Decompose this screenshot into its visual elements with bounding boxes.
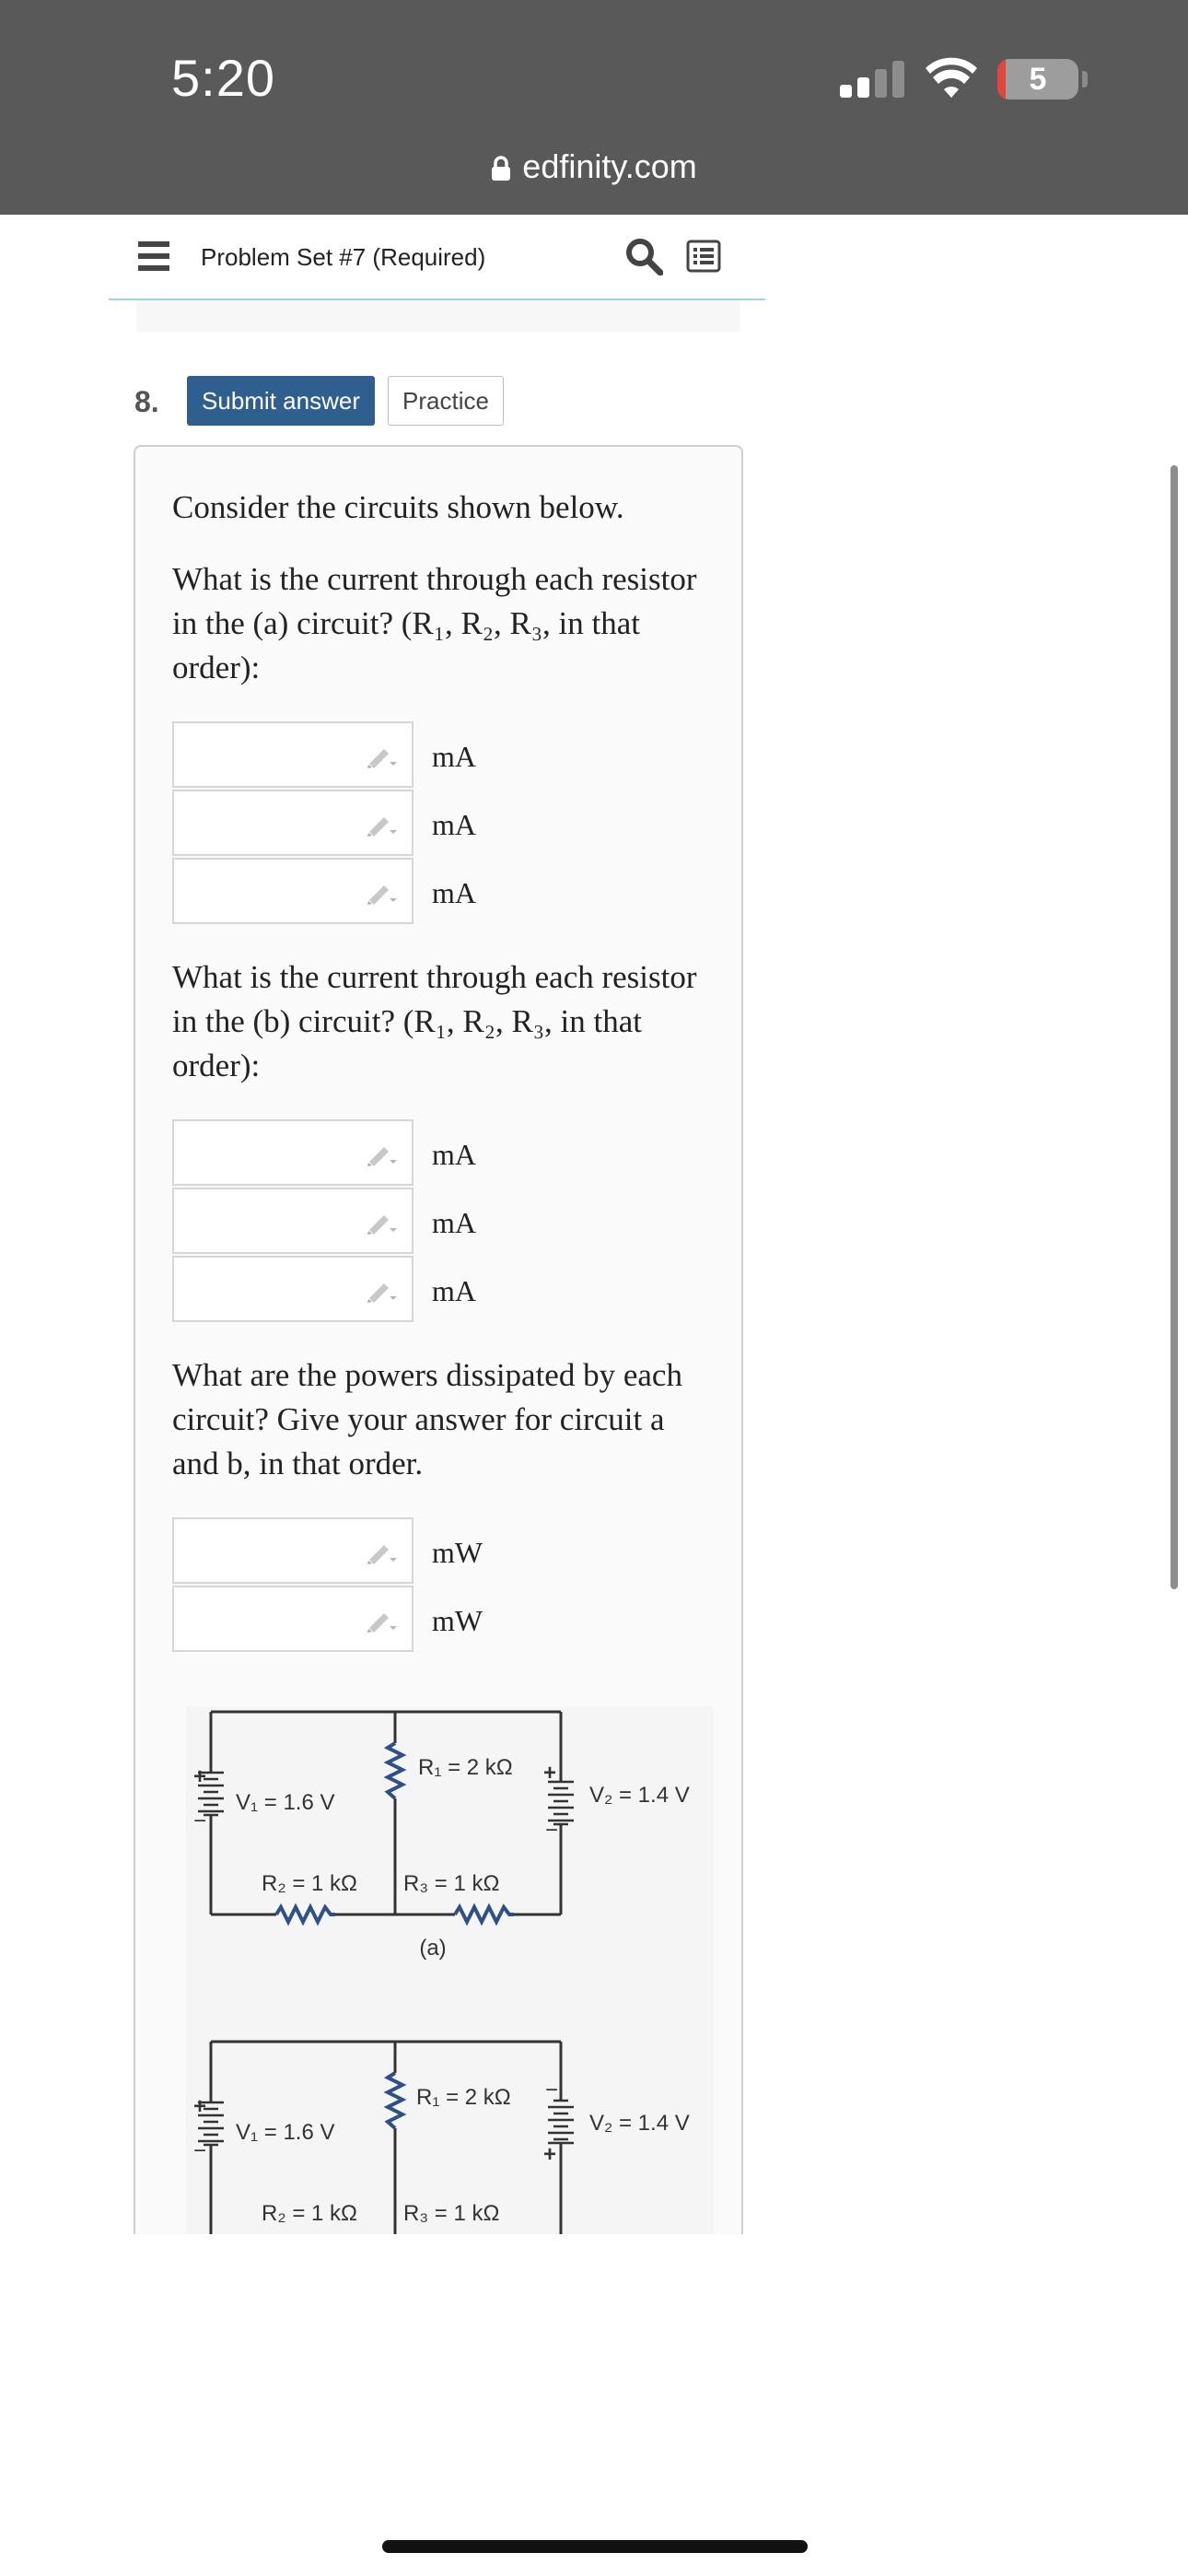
part-c-prompt: What are the powers dissipated by each circuit? Give your answer for circuit a and b, in that order. bbox=[172, 1357, 682, 1481]
battery-icon bbox=[997, 59, 1078, 100]
home-indicator[interactable] bbox=[382, 2540, 808, 2553]
search-icon[interactable] bbox=[624, 237, 663, 275]
part-a-prompt: What is the current through each resistor in the (a) circuit? (R₁, R₂, R₃, in that order): bbox=[172, 561, 697, 685]
v1-a-plus: + bbox=[193, 1764, 207, 1789]
r2-b-label: R₂ = 1 kΩ bbox=[262, 2201, 357, 2226]
v2-b-minus: − bbox=[545, 2078, 559, 2102]
v1-b-minus: − bbox=[193, 2138, 207, 2163]
pencil-icon bbox=[366, 1278, 399, 1304]
answer-b-r3-unit: mA bbox=[432, 1274, 476, 1307]
question-intro: Consider the circuits shown below. bbox=[172, 489, 624, 525]
answer-a-r3-unit: mA bbox=[432, 876, 476, 909]
status-time: 5:20 bbox=[171, 49, 275, 107]
problem-list-icon[interactable] bbox=[686, 240, 721, 273]
answer-power-a-input[interactable] bbox=[172, 1517, 413, 1584]
circuit-a-caption: (a) bbox=[419, 1936, 447, 1961]
answer-b-r1-input[interactable] bbox=[172, 1119, 413, 1186]
part-b-prompt: What is the current through each resistor in the (b) circuit? (R₁, R₂, R₃, in that order): bbox=[172, 959, 697, 1083]
v1-b-plus: + bbox=[193, 2094, 207, 2119]
answer-power-b-input[interactable] bbox=[172, 1586, 413, 1652]
r1-b-label: R₁ = 2 kΩ bbox=[416, 2085, 511, 2110]
problem-set-title[interactable]: Problem Set #7 (Required) bbox=[201, 243, 486, 271]
answer-b-r2-unit: mA bbox=[432, 1206, 476, 1239]
answer-a-r1-unit: mA bbox=[432, 740, 476, 773]
practice-button[interactable]: Practice bbox=[388, 376, 504, 426]
question-number: 8. bbox=[134, 385, 159, 418]
answer-power-a-unit: mW bbox=[432, 1536, 483, 1569]
circuit-figure bbox=[186, 1706, 714, 2234]
pencil-icon bbox=[366, 1142, 399, 1167]
pencil-icon bbox=[366, 812, 399, 837]
previous-question-edge bbox=[136, 300, 740, 332]
browser-top-bar bbox=[0, 0, 1188, 215]
pencil-icon bbox=[366, 880, 399, 906]
answer-a-r1-input[interactable] bbox=[172, 721, 413, 788]
v2-b-label: V₂ = 1.4 V bbox=[589, 2111, 690, 2136]
v1-a-minus: − bbox=[193, 1809, 207, 1833]
submit-answer-button[interactable]: Submit answer bbox=[187, 376, 375, 426]
r1-a-label: R₁ = 2 kΩ bbox=[418, 1755, 513, 1780]
url-bar[interactable] bbox=[0, 147, 1188, 186]
page-scrollbar[interactable] bbox=[1171, 465, 1178, 1589]
v1-a-label: V₁ = 1.6 V bbox=[236, 1790, 335, 1815]
cellular-signal-icon bbox=[840, 61, 904, 98]
answer-b-r2-input[interactable] bbox=[172, 1188, 413, 1254]
answer-a-r2-unit: mA bbox=[432, 808, 476, 841]
v2-a-minus: − bbox=[545, 1818, 559, 1843]
resistor-r1-a bbox=[388, 1743, 402, 1798]
v2-a-label: V₂ = 1.4 V bbox=[589, 1783, 690, 1808]
r2-a-label: R₂ = 1 kΩ bbox=[262, 1871, 357, 1896]
answer-a-r3-input[interactable] bbox=[172, 858, 413, 924]
answer-a-r2-input[interactable] bbox=[172, 790, 413, 856]
v1-b-label: V₁ = 1.6 V bbox=[236, 2120, 335, 2145]
r3-a-label: R₃ = 1 kΩ bbox=[403, 1871, 500, 1896]
v2-a-plus: + bbox=[543, 1761, 557, 1786]
v2-b-plus: + bbox=[543, 2142, 557, 2167]
r3-b-label: R₃ = 1 kΩ bbox=[403, 2201, 500, 2226]
battery-nub bbox=[1082, 71, 1088, 88]
pencil-icon bbox=[366, 1210, 399, 1235]
battery-v2-b bbox=[548, 2101, 574, 2143]
question-panel bbox=[134, 445, 743, 2234]
pencil-icon bbox=[366, 744, 399, 769]
pencil-icon bbox=[366, 1540, 399, 1565]
lock-icon bbox=[491, 156, 511, 181]
url-text: edfinity.com bbox=[522, 147, 697, 185]
answer-power-b-unit: mW bbox=[432, 1604, 483, 1637]
pencil-icon bbox=[366, 1608, 399, 1633]
answer-b-r1-unit: mA bbox=[432, 1138, 476, 1171]
resistor-r1-b bbox=[388, 2073, 402, 2128]
answer-b-r3-input[interactable] bbox=[172, 1256, 413, 1322]
wifi-icon bbox=[924, 57, 979, 100]
battery-level: 5 bbox=[1029, 62, 1047, 97]
menu-icon[interactable] bbox=[138, 241, 169, 271]
